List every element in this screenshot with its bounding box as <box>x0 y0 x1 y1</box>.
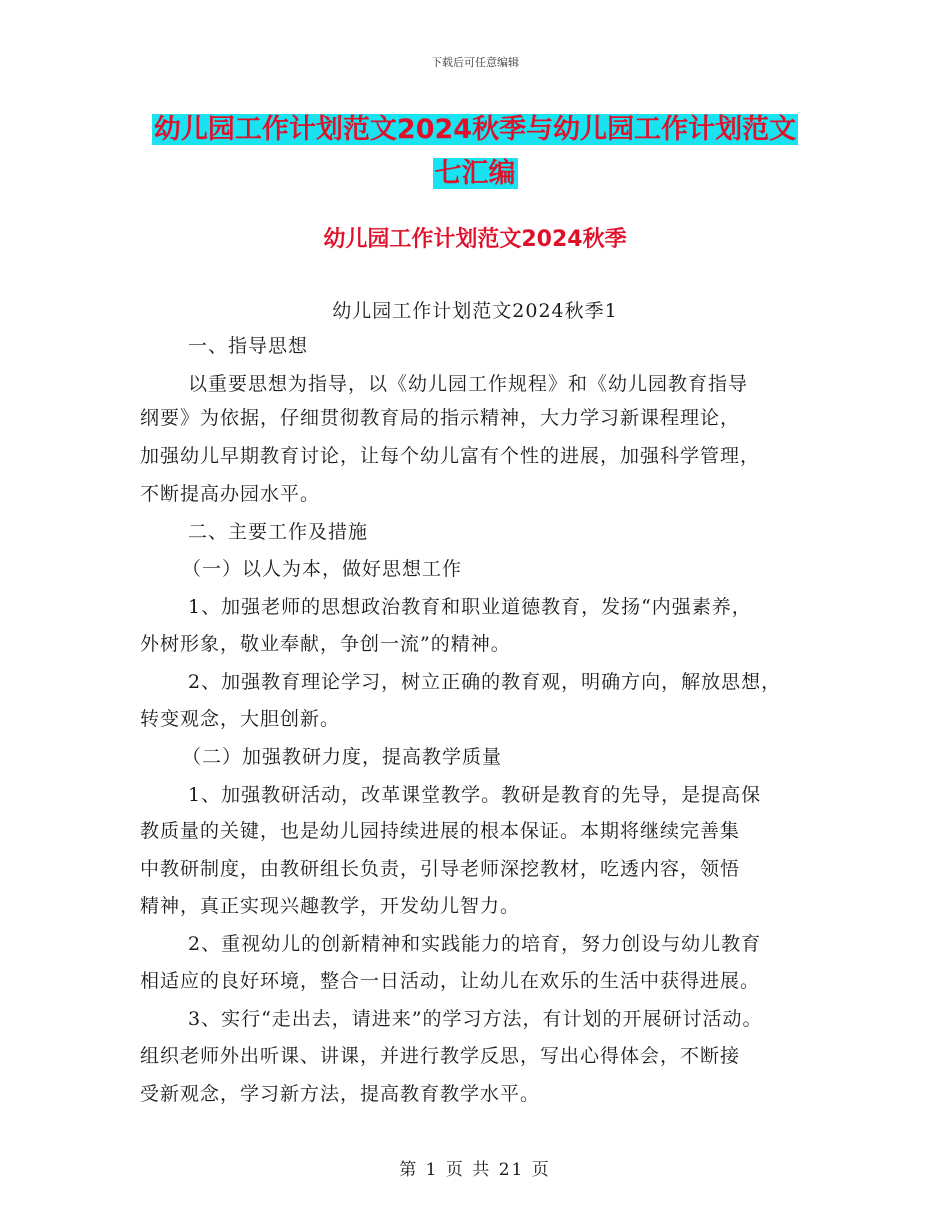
body-line: 3、实行“走出去，请进来”的学习方法，有计划的开展研讨活动。 <box>188 1008 763 1030</box>
body-line: 精神，真正实现兴趣教学，开发幼儿智力。 <box>140 895 521 917</box>
body-line: 1、加强老师的思想政治教育和职业道德教育，发扬“内强素养， <box>188 596 752 618</box>
body-line: 不断提高办园水平。 <box>140 483 321 505</box>
document-title-line-2: 七汇编 <box>434 158 516 189</box>
heading-main-work: 二、主要工作及措施 <box>188 521 369 543</box>
body-line: 2、加强教育理论学习，树立正确的教育观，明确方向，解放思想， <box>188 671 782 693</box>
body-line: 以重要思想为指导，以《幼儿园工作规程》和《幼儿园教育指导 <box>188 373 749 395</box>
heading-guiding-ideology: 一、指导思想 <box>188 335 309 357</box>
body-line: 1、加强教研活动，改革课堂教学。教研是教育的先导，是提高保 <box>188 784 762 806</box>
body-line: 受新观念，学习新方法，提高教育教学水平。 <box>140 1083 541 1105</box>
body-line: 加强幼儿早期教育讨论，让每个幼儿富有个性的进展，加强科学管理， <box>140 445 761 467</box>
document-title-line-1: 幼儿园工作计划范文2024秋季与幼儿园工作计划范文 <box>153 114 797 145</box>
header-note: 下载后可任意编辑 <box>431 56 519 69</box>
body-line: 纲要》为依据，仔细贯彻教育局的指示精神，大力学习新课程理论， <box>140 407 741 429</box>
subheading-teaching-research: （二）加强教研力度，提高教学质量 <box>182 746 503 768</box>
page-footer: 第 1 页 共 21 页 <box>399 1160 551 1180</box>
body-line: 外树形象，敬业奉献，争创一流”的精神。 <box>140 633 511 655</box>
body-line: 相适应的良好环境，整合一日活动，让幼儿在欢乐的生活中获得进展。 <box>140 970 761 992</box>
subheading-people-oriented: （一）以人为本，做好思想工作 <box>182 558 463 580</box>
body-line: 2、重视幼儿的创新精神和实践能力的培育，努力创设与幼儿教育 <box>188 933 762 955</box>
body-line: 组织老师外出听课、讲课，并进行教学反思，写出心得体会，不断接 <box>140 1045 741 1067</box>
body-line: 转变观念，大胆创新。 <box>140 708 341 730</box>
body-line: 中教研制度，由教研组长负责，引导老师深挖教材，吃透内容，领悟 <box>140 858 741 880</box>
sub-title: 幼儿园工作计划范文2024秋季1 <box>332 300 618 322</box>
body-line: 教质量的关键，也是幼儿园持续进展的根本保证。本期将继续完善集 <box>140 820 741 842</box>
section-title: 幼儿园工作计划范文2024秋季 <box>323 227 627 252</box>
